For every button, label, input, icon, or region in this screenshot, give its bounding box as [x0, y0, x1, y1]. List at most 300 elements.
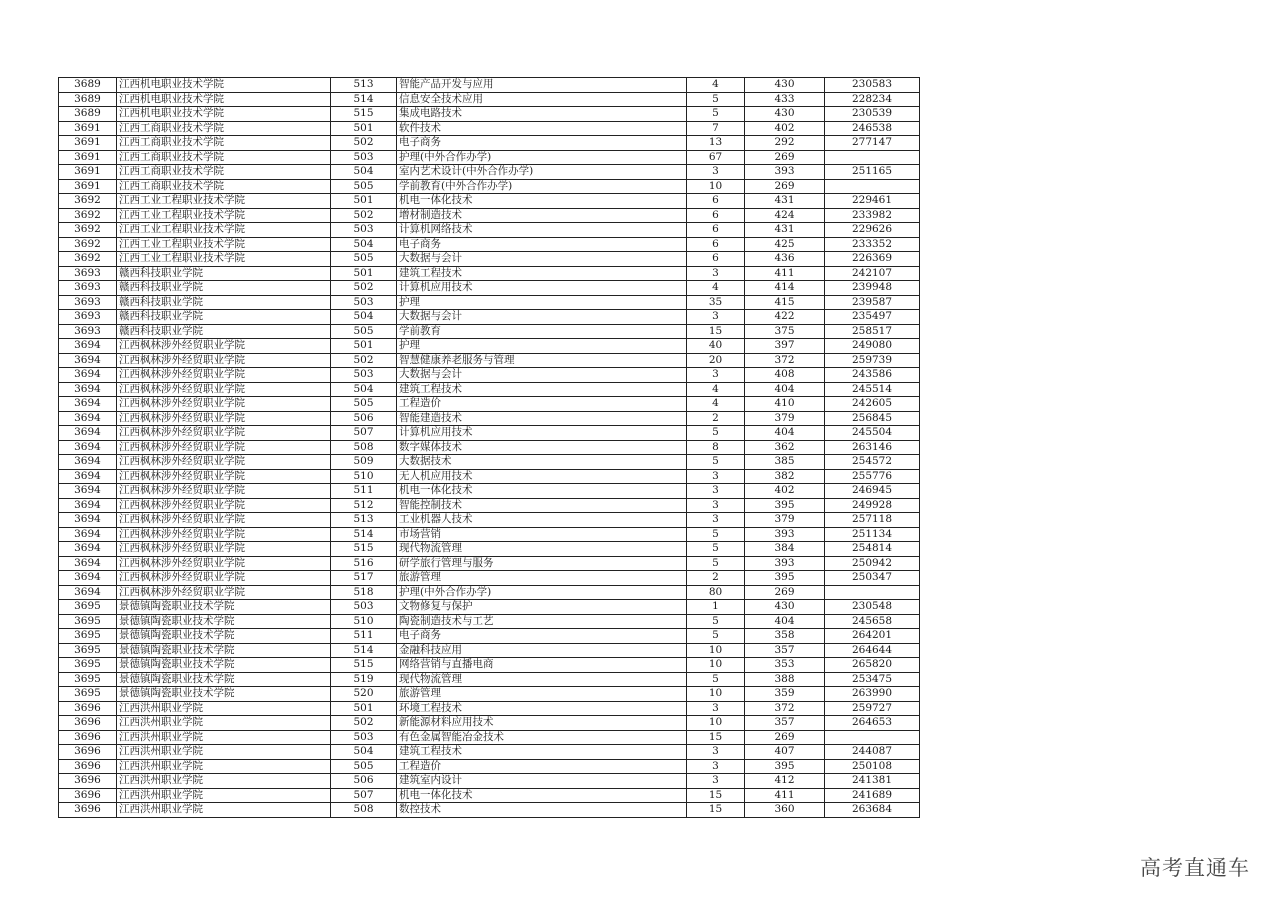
school-code-cell: 3694 — [59, 411, 117, 426]
table-body — [59, 78, 920, 818]
school-name-cell: 江西洪州职业学院 — [117, 759, 331, 774]
min-score-cell: 382 — [745, 469, 825, 484]
school-name-cell: 江西枫林涉外经贸职业学院 — [117, 353, 331, 368]
major-name-cell: 电子商务 — [397, 136, 687, 151]
min-rank-cell: 249928 — [825, 498, 920, 513]
school-code-cell: 3695 — [59, 658, 117, 673]
school-name-cell: 江西枫林涉外经贸职业学院 — [117, 513, 331, 528]
min-score-cell: 395 — [745, 571, 825, 586]
min-rank-cell: 229626 — [825, 223, 920, 238]
major-name-cell: 工程造价 — [397, 759, 687, 774]
major-code-cell: 513 — [331, 78, 397, 93]
min-rank-cell: 245658 — [825, 614, 920, 629]
min-score-cell: 379 — [745, 513, 825, 528]
major-code-cell: 508 — [331, 803, 397, 818]
min-score-cell: 408 — [745, 368, 825, 383]
major-name-cell: 环境工程技术 — [397, 701, 687, 716]
min-rank-cell: 249080 — [825, 339, 920, 354]
school-code-cell: 3695 — [59, 614, 117, 629]
major-code-cell: 516 — [331, 556, 397, 571]
major-name-cell: 数字媒体技术 — [397, 440, 687, 455]
min-rank-cell: 257118 — [825, 513, 920, 528]
plan-count-cell: 4 — [687, 281, 745, 296]
plan-count-cell: 3 — [687, 701, 745, 716]
min-rank-cell: 265820 — [825, 658, 920, 673]
school-code-cell: 3696 — [59, 803, 117, 818]
major-name-cell: 新能源材料应用技术 — [397, 716, 687, 731]
major-name-cell: 文物修复与保护 — [397, 600, 687, 615]
min-score-cell: 431 — [745, 194, 825, 209]
min-rank-cell: 259739 — [825, 353, 920, 368]
major-name-cell: 计算机应用技术 — [397, 281, 687, 296]
major-code-cell: 505 — [331, 252, 397, 267]
major-name-cell: 智慧健康养老服务与管理 — [397, 353, 687, 368]
school-name-cell: 江西洪州职业学院 — [117, 788, 331, 803]
min-score-cell: 433 — [745, 92, 825, 107]
school-name-cell: 江西工商职业技术学院 — [117, 179, 331, 194]
school-code-cell: 3695 — [59, 672, 117, 687]
table-row — [59, 150, 920, 165]
plan-count-cell: 10 — [687, 716, 745, 731]
table-row — [59, 571, 920, 586]
major-name-cell: 集成电路技术 — [397, 107, 687, 122]
school-name-cell: 江西枫林涉外经贸职业学院 — [117, 426, 331, 441]
major-code-cell: 520 — [331, 687, 397, 702]
school-name-cell: 江西枫林涉外经贸职业学院 — [117, 484, 331, 499]
plan-count-cell: 6 — [687, 252, 745, 267]
table-row — [59, 513, 920, 528]
school-name-cell: 江西枫林涉外经贸职业学院 — [117, 469, 331, 484]
plan-count-cell: 10 — [687, 643, 745, 658]
min-score-cell: 407 — [745, 745, 825, 760]
table-row — [59, 136, 920, 151]
plan-count-cell: 80 — [687, 585, 745, 600]
school-name-cell: 景德镇陶瓷职业技术学院 — [117, 643, 331, 658]
min-score-cell: 372 — [745, 353, 825, 368]
school-code-cell: 3691 — [59, 150, 117, 165]
min-score-cell: 269 — [745, 150, 825, 165]
plan-count-cell: 10 — [687, 179, 745, 194]
school-name-cell: 江西洪州职业学院 — [117, 730, 331, 745]
school-name-cell: 江西枫林涉外经贸职业学院 — [117, 585, 331, 600]
major-code-cell: 506 — [331, 411, 397, 426]
major-code-cell: 505 — [331, 179, 397, 194]
table-row — [59, 469, 920, 484]
plan-count-cell: 5 — [687, 542, 745, 557]
min-rank-cell: 243586 — [825, 368, 920, 383]
table-row — [59, 223, 920, 238]
major-name-cell: 电子商务 — [397, 629, 687, 644]
major-name-cell: 建筑工程技术 — [397, 266, 687, 281]
school-code-cell: 3694 — [59, 484, 117, 499]
school-code-cell: 3689 — [59, 107, 117, 122]
min-score-cell: 424 — [745, 208, 825, 223]
admission-score-table — [58, 77, 920, 818]
plan-count-cell: 4 — [687, 78, 745, 93]
school-name-cell: 江西枫林涉外经贸职业学院 — [117, 455, 331, 470]
plan-count-cell: 5 — [687, 614, 745, 629]
min-rank-cell: 251165 — [825, 165, 920, 180]
min-score-cell: 359 — [745, 687, 825, 702]
school-code-cell: 3694 — [59, 585, 117, 600]
school-name-cell: 赣西科技职业学院 — [117, 295, 331, 310]
plan-count-cell: 15 — [687, 324, 745, 339]
school-name-cell: 江西工业工程职业技术学院 — [117, 237, 331, 252]
major-code-cell: 510 — [331, 614, 397, 629]
major-code-cell: 502 — [331, 716, 397, 731]
min-score-cell: 397 — [745, 339, 825, 354]
plan-count-cell: 67 — [687, 150, 745, 165]
table-row — [59, 730, 920, 745]
major-code-cell: 505 — [331, 397, 397, 412]
major-name-cell: 学前教育 — [397, 324, 687, 339]
min-score-cell: 358 — [745, 629, 825, 644]
major-name-cell: 室内艺术设计(中外合作办学) — [397, 165, 687, 180]
school-name-cell: 景德镇陶瓷职业技术学院 — [117, 672, 331, 687]
major-code-cell: 502 — [331, 136, 397, 151]
major-code-cell: 514 — [331, 643, 397, 658]
min-rank-cell: 229461 — [825, 194, 920, 209]
school-name-cell: 江西工商职业技术学院 — [117, 121, 331, 136]
school-name-cell: 景德镇陶瓷职业技术学院 — [117, 629, 331, 644]
major-code-cell: 502 — [331, 281, 397, 296]
school-code-cell: 3689 — [59, 92, 117, 107]
major-name-cell: 工程造价 — [397, 397, 687, 412]
table-row — [59, 368, 920, 383]
min-rank-cell: 246538 — [825, 121, 920, 136]
school-code-cell: 3691 — [59, 179, 117, 194]
plan-count-cell: 15 — [687, 788, 745, 803]
table-row — [59, 266, 920, 281]
major-name-cell: 机电一体化技术 — [397, 484, 687, 499]
major-code-cell: 502 — [331, 208, 397, 223]
school-code-cell: 3693 — [59, 281, 117, 296]
school-code-cell: 3694 — [59, 527, 117, 542]
min-rank-cell: 264201 — [825, 629, 920, 644]
school-name-cell: 景德镇陶瓷职业技术学院 — [117, 658, 331, 673]
plan-count-cell: 3 — [687, 310, 745, 325]
school-code-cell: 3693 — [59, 324, 117, 339]
major-code-cell: 501 — [331, 194, 397, 209]
major-code-cell: 504 — [331, 745, 397, 760]
watermark-text: 高考直通车 — [1140, 856, 1250, 880]
school-code-cell: 3695 — [59, 600, 117, 615]
major-name-cell: 学前教育(中外合作办学) — [397, 179, 687, 194]
plan-count-cell: 5 — [687, 426, 745, 441]
min-score-cell: 395 — [745, 498, 825, 513]
table-row — [59, 411, 920, 426]
table-row — [59, 426, 920, 441]
table-row — [59, 629, 920, 644]
min-score-cell: 353 — [745, 658, 825, 673]
school-name-cell: 江西洪州职业学院 — [117, 803, 331, 818]
min-score-cell: 393 — [745, 527, 825, 542]
school-code-cell: 3692 — [59, 252, 117, 267]
min-rank-cell: 245504 — [825, 426, 920, 441]
major-code-cell: 515 — [331, 658, 397, 673]
plan-count-cell: 3 — [687, 498, 745, 513]
major-name-cell: 现代物流管理 — [397, 672, 687, 687]
school-code-cell: 3692 — [59, 237, 117, 252]
school-name-cell: 江西洪州职业学院 — [117, 701, 331, 716]
min-score-cell: 360 — [745, 803, 825, 818]
plan-count-cell: 3 — [687, 165, 745, 180]
min-score-cell: 430 — [745, 107, 825, 122]
major-name-cell: 无人机应用技术 — [397, 469, 687, 484]
min-score-cell: 372 — [745, 701, 825, 716]
plan-count-cell: 6 — [687, 208, 745, 223]
major-code-cell: 511 — [331, 629, 397, 644]
plan-count-cell: 5 — [687, 556, 745, 571]
major-name-cell: 软件技术 — [397, 121, 687, 136]
school-name-cell: 江西工业工程职业技术学院 — [117, 208, 331, 223]
major-name-cell: 计算机网络技术 — [397, 223, 687, 238]
major-name-cell: 建筑室内设计 — [397, 774, 687, 789]
plan-count-cell: 5 — [687, 629, 745, 644]
school-name-cell: 江西工业工程职业技术学院 — [117, 223, 331, 238]
table-row — [59, 788, 920, 803]
school-code-cell: 3694 — [59, 397, 117, 412]
school-name-cell: 江西工商职业技术学院 — [117, 136, 331, 151]
school-name-cell: 景德镇陶瓷职业技术学院 — [117, 614, 331, 629]
major-code-cell: 514 — [331, 92, 397, 107]
min-score-cell: 402 — [745, 121, 825, 136]
school-name-cell: 江西枫林涉外经贸职业学院 — [117, 440, 331, 455]
min-score-cell: 436 — [745, 252, 825, 267]
school-code-cell: 3695 — [59, 643, 117, 658]
major-name-cell: 护理(中外合作办学) — [397, 150, 687, 165]
school-name-cell: 江西枫林涉外经贸职业学院 — [117, 368, 331, 383]
major-code-cell: 505 — [331, 324, 397, 339]
plan-count-cell: 4 — [687, 382, 745, 397]
plan-count-cell: 5 — [687, 455, 745, 470]
major-name-cell: 智能建造技术 — [397, 411, 687, 426]
major-name-cell: 建筑工程技术 — [397, 745, 687, 760]
plan-count-cell: 3 — [687, 368, 745, 383]
plan-count-cell: 35 — [687, 295, 745, 310]
min-score-cell: 402 — [745, 484, 825, 499]
major-name-cell: 信息安全技术应用 — [397, 92, 687, 107]
plan-count-cell: 3 — [687, 484, 745, 499]
table-row — [59, 252, 920, 267]
plan-count-cell: 10 — [687, 658, 745, 673]
major-name-cell: 现代物流管理 — [397, 542, 687, 557]
plan-count-cell: 5 — [687, 527, 745, 542]
table-row — [59, 542, 920, 557]
min-rank-cell — [825, 179, 920, 194]
major-name-cell: 大数据与会计 — [397, 252, 687, 267]
major-name-cell: 市场营销 — [397, 527, 687, 542]
min-score-cell: 375 — [745, 324, 825, 339]
table-row — [59, 339, 920, 354]
min-score-cell: 411 — [745, 788, 825, 803]
major-code-cell: 506 — [331, 774, 397, 789]
min-rank-cell: 250347 — [825, 571, 920, 586]
table-row — [59, 614, 920, 629]
major-code-cell: 509 — [331, 455, 397, 470]
major-code-cell: 503 — [331, 295, 397, 310]
plan-count-cell: 3 — [687, 469, 745, 484]
min-rank-cell — [825, 150, 920, 165]
min-score-cell: 393 — [745, 165, 825, 180]
school-code-cell: 3689 — [59, 78, 117, 93]
min-score-cell: 415 — [745, 295, 825, 310]
min-score-cell: 269 — [745, 179, 825, 194]
min-rank-cell: 263684 — [825, 803, 920, 818]
min-score-cell: 411 — [745, 266, 825, 281]
min-score-cell: 410 — [745, 397, 825, 412]
min-score-cell: 404 — [745, 614, 825, 629]
major-code-cell: 517 — [331, 571, 397, 586]
school-code-cell: 3694 — [59, 440, 117, 455]
plan-count-cell: 15 — [687, 803, 745, 818]
major-code-cell: 510 — [331, 469, 397, 484]
major-code-cell: 501 — [331, 701, 397, 716]
table-row — [59, 382, 920, 397]
school-name-cell: 江西枫林涉外经贸职业学院 — [117, 411, 331, 426]
min-rank-cell: 239587 — [825, 295, 920, 310]
plan-count-cell: 6 — [687, 237, 745, 252]
min-rank-cell: 226369 — [825, 252, 920, 267]
major-name-cell: 护理(中外合作办学) — [397, 585, 687, 600]
plan-count-cell: 7 — [687, 121, 745, 136]
major-code-cell: 512 — [331, 498, 397, 513]
school-code-cell: 3694 — [59, 469, 117, 484]
min-rank-cell: 245514 — [825, 382, 920, 397]
major-code-cell: 504 — [331, 310, 397, 325]
school-code-cell: 3691 — [59, 121, 117, 136]
min-rank-cell: 242605 — [825, 397, 920, 412]
table-row — [59, 194, 920, 209]
major-name-cell: 护理 — [397, 295, 687, 310]
table-row — [59, 165, 920, 180]
school-name-cell: 江西洪州职业学院 — [117, 774, 331, 789]
min-score-cell: 431 — [745, 223, 825, 238]
major-code-cell: 507 — [331, 788, 397, 803]
min-rank-cell: 230583 — [825, 78, 920, 93]
school-code-cell: 3692 — [59, 194, 117, 209]
table-row — [59, 92, 920, 107]
plan-count-cell: 8 — [687, 440, 745, 455]
min-rank-cell: 263990 — [825, 687, 920, 702]
major-name-cell: 大数据与会计 — [397, 368, 687, 383]
major-code-cell: 504 — [331, 237, 397, 252]
school-name-cell: 江西工业工程职业技术学院 — [117, 194, 331, 209]
major-name-cell: 机电一体化技术 — [397, 194, 687, 209]
major-code-cell: 513 — [331, 513, 397, 528]
plan-count-cell: 1 — [687, 600, 745, 615]
major-code-cell: 515 — [331, 107, 397, 122]
major-name-cell: 护理 — [397, 339, 687, 354]
major-code-cell: 503 — [331, 600, 397, 615]
plan-count-cell: 6 — [687, 194, 745, 209]
major-name-cell: 旅游管理 — [397, 571, 687, 586]
school-code-cell: 3693 — [59, 295, 117, 310]
min-score-cell: 430 — [745, 78, 825, 93]
table-row — [59, 78, 920, 93]
min-rank-cell: 253475 — [825, 672, 920, 687]
min-rank-cell: 246945 — [825, 484, 920, 499]
plan-count-cell: 5 — [687, 672, 745, 687]
major-name-cell: 建筑工程技术 — [397, 382, 687, 397]
min-rank-cell: 250942 — [825, 556, 920, 571]
school-name-cell: 赣西科技职业学院 — [117, 324, 331, 339]
plan-count-cell: 13 — [687, 136, 745, 151]
min-rank-cell: 263146 — [825, 440, 920, 455]
major-name-cell: 数控技术 — [397, 803, 687, 818]
major-code-cell: 505 — [331, 759, 397, 774]
major-code-cell: 508 — [331, 440, 397, 455]
plan-count-cell: 3 — [687, 759, 745, 774]
school-code-cell: 3696 — [59, 730, 117, 745]
plan-count-cell: 20 — [687, 353, 745, 368]
major-code-cell: 504 — [331, 382, 397, 397]
school-name-cell: 江西机电职业技术学院 — [117, 107, 331, 122]
major-name-cell: 研学旅行管理与服务 — [397, 556, 687, 571]
school-name-cell: 江西枫林涉外经贸职业学院 — [117, 382, 331, 397]
min-rank-cell: 255776 — [825, 469, 920, 484]
major-name-cell: 旅游管理 — [397, 687, 687, 702]
school-code-cell: 3696 — [59, 774, 117, 789]
school-name-cell: 江西机电职业技术学院 — [117, 92, 331, 107]
major-name-cell: 金融科技应用 — [397, 643, 687, 658]
table-row — [59, 237, 920, 252]
table-row — [59, 281, 920, 296]
min-score-cell: 395 — [745, 759, 825, 774]
major-name-cell: 智能控制技术 — [397, 498, 687, 513]
major-name-cell: 网络营销与直播电商 — [397, 658, 687, 673]
school-code-cell: 3694 — [59, 571, 117, 586]
school-code-cell: 3695 — [59, 687, 117, 702]
table-row — [59, 498, 920, 513]
school-name-cell: 江西枫林涉外经贸职业学院 — [117, 527, 331, 542]
major-code-cell: 503 — [331, 730, 397, 745]
min-score-cell: 425 — [745, 237, 825, 252]
school-code-cell: 3692 — [59, 208, 117, 223]
table-row — [59, 803, 920, 818]
school-code-cell: 3696 — [59, 745, 117, 760]
major-code-cell: 511 — [331, 484, 397, 499]
school-code-cell: 3694 — [59, 426, 117, 441]
school-name-cell: 江西工商职业技术学院 — [117, 150, 331, 165]
plan-count-cell: 5 — [687, 107, 745, 122]
school-code-cell: 3696 — [59, 716, 117, 731]
school-code-cell: 3693 — [59, 310, 117, 325]
school-code-cell: 3691 — [59, 165, 117, 180]
school-code-cell: 3694 — [59, 513, 117, 528]
school-name-cell: 景德镇陶瓷职业技术学院 — [117, 600, 331, 615]
table-row — [59, 759, 920, 774]
min-rank-cell: 233982 — [825, 208, 920, 223]
table-row — [59, 527, 920, 542]
min-rank-cell: 242107 — [825, 266, 920, 281]
min-score-cell: 292 — [745, 136, 825, 151]
min-rank-cell: 241381 — [825, 774, 920, 789]
min-score-cell: 385 — [745, 455, 825, 470]
major-code-cell: 504 — [331, 165, 397, 180]
major-name-cell: 智能产品开发与应用 — [397, 78, 687, 93]
min-score-cell: 388 — [745, 672, 825, 687]
plan-count-cell: 3 — [687, 266, 745, 281]
major-code-cell: 502 — [331, 353, 397, 368]
min-rank-cell: 258517 — [825, 324, 920, 339]
plan-count-cell: 3 — [687, 745, 745, 760]
table-row — [59, 484, 920, 499]
major-name-cell: 增材制造技术 — [397, 208, 687, 223]
plan-count-cell: 2 — [687, 411, 745, 426]
school-name-cell: 江西机电职业技术学院 — [117, 78, 331, 93]
major-name-cell: 陶瓷制造技术与工艺 — [397, 614, 687, 629]
